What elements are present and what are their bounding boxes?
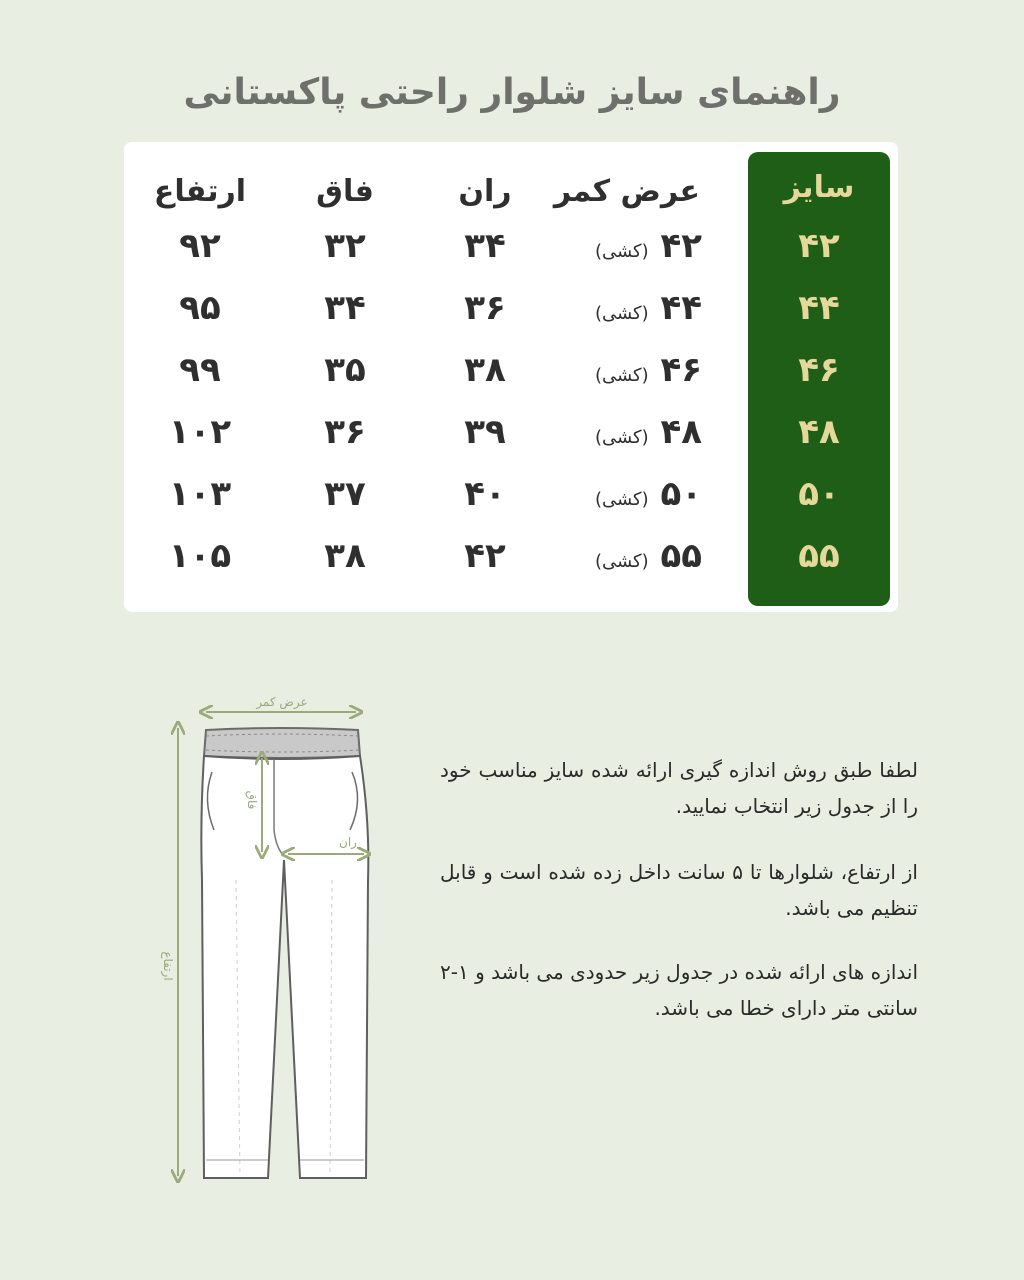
size-cell: ۴۴ — [798, 288, 840, 328]
size-cell: ۵۰ — [798, 474, 840, 514]
elastic-note: (کشی) — [594, 551, 649, 572]
header-rise: فاق — [316, 174, 374, 209]
diagram-rise-label: فاق — [245, 790, 259, 810]
height-cell: ۹۹ — [179, 350, 221, 390]
header-thigh: ران — [458, 174, 512, 209]
thigh-cell: ۳۸ — [464, 350, 506, 390]
description-paragraph-2: از ارتفاع، شلوارها تا ۵ سانت داخل زده شده است و قابل تنظیم می باشد. — [440, 860, 918, 920]
diagram-height-label: ارتفاع — [161, 951, 175, 981]
size-cell: ۴۸ — [798, 412, 840, 452]
elastic-note: (کشی) — [594, 241, 649, 262]
thigh-cell: ۳۹ — [464, 412, 506, 452]
pants-measurement-diagram — [140, 680, 400, 1200]
waistband — [204, 728, 360, 758]
rise-cell: ۳۶ — [324, 412, 366, 452]
elastic-note: (کشی) — [594, 303, 649, 324]
rise-cell: ۳۴ — [324, 288, 366, 328]
size-cell: ۴۲ — [798, 226, 840, 266]
height-cell: ۹۵ — [179, 288, 221, 328]
elastic-note: (کشی) — [594, 489, 649, 510]
header-waist: عرض کمر — [553, 174, 700, 209]
page-title: راهنمای سایز شلوار راحتی پاکستانی — [183, 72, 841, 113]
description-paragraph-3: اندازه های ارائه شده در جدول زیر حدودی می باشد و ۱-۲ سانتی متر دارای خطا می باشد. — [440, 960, 918, 1020]
waist-cell: ۴۶ (کشی) — [594, 350, 702, 390]
description-paragraph-1: لطفا طبق روش اندازه گیری ارائه شده سایز مناسب خود را از جدول زیر انتخاب نمایید. — [440, 758, 918, 818]
diagram-thigh-label: ران — [339, 835, 357, 849]
thigh-cell: ۳۴ — [464, 226, 506, 266]
rise-cell: ۳۲ — [324, 226, 366, 266]
size-cell: ۴۶ — [798, 350, 840, 390]
waist-cell: ۵۵ (کشی) — [594, 536, 702, 576]
waist-cell: ۵۰ (کشی) — [594, 474, 702, 514]
elastic-note: (کشی) — [594, 427, 649, 448]
waist-cell: ۴۲ (کشی) — [594, 226, 702, 266]
diagram-waist-label: عرض کمر — [256, 695, 308, 709]
elastic-note: (کشی) — [594, 365, 649, 386]
rise-cell: ۳۸ — [324, 536, 366, 576]
height-cell: ۱۰۲ — [168, 412, 232, 452]
thigh-cell: ۳۶ — [464, 288, 506, 328]
height-cell: ۱۰۳ — [168, 474, 232, 514]
pants-outline — [201, 756, 368, 1178]
header-size: سایز — [783, 170, 855, 205]
size-cell: ۵۵ — [798, 536, 840, 576]
height-cell: ۱۰۵ — [168, 536, 232, 576]
thigh-cell: ۴۲ — [464, 536, 506, 576]
rise-cell: ۳۷ — [324, 474, 366, 514]
waist-cell: ۴۸ (کشی) — [594, 412, 702, 452]
header-height: ارتفاع — [153, 174, 247, 209]
rise-cell: ۳۵ — [324, 350, 366, 390]
height-cell: ۹۲ — [179, 226, 221, 266]
thigh-cell: ۴۰ — [464, 474, 506, 514]
waist-cell: ۴۴ (کشی) — [594, 288, 702, 328]
